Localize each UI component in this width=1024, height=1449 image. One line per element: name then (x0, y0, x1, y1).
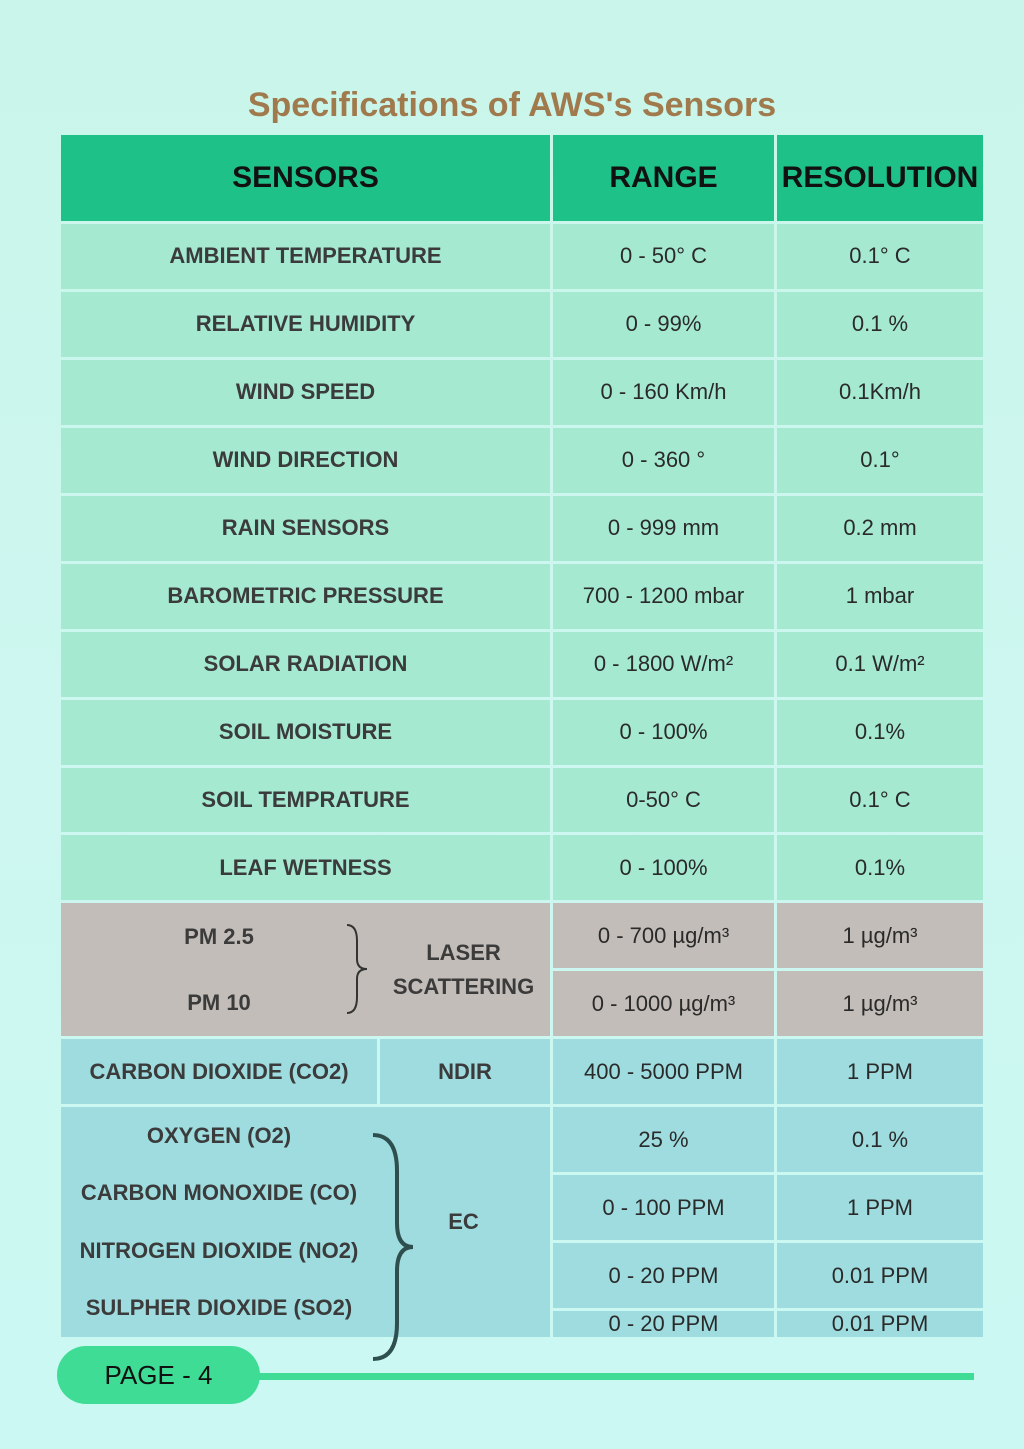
sensor-resolution: 0.1 W/m² (777, 632, 983, 697)
sensor-resolution: 0.1° C (777, 224, 983, 289)
sensor-resolution: 0.01 PPM (777, 1311, 983, 1337)
sensor-resolution: 1 PPM (777, 1039, 983, 1104)
page-number-badge (57, 1346, 260, 1404)
page-title: Specifications of AWS's Sensors (247, 86, 777, 124)
sensor-resolution: 1 mbar (777, 564, 983, 629)
pm-method-line1: LASER (426, 939, 501, 965)
sensor-name: SOIL MOISTURE (61, 700, 550, 765)
sensor-resolution: 0.2 mm (777, 496, 983, 561)
sensor-range: 0 - 100% (553, 700, 774, 765)
sensor-name: LEAF WETNESS (61, 835, 550, 900)
footer-divider (250, 1373, 974, 1380)
sensor-range: 0-50° C (553, 768, 774, 833)
sensor-name: RAIN SENSORS (61, 496, 550, 561)
ec-method: EC (448, 1209, 479, 1235)
page-number-label: PAGE - 4 (104, 1359, 213, 1390)
sensor-name: PM 2.5 (184, 923, 254, 949)
sensor-resolution: 0.1% (777, 835, 983, 900)
sensor-name: WIND DIRECTION (61, 428, 550, 493)
sensor-name: RELATIVE HUMIDITY (61, 292, 550, 357)
sensor-name: NITROGEN DIOXIDE (NO2) (79, 1237, 359, 1263)
sensor-range: 0 - 1000 µg/m³ (553, 971, 774, 1036)
sensor-name: BAROMETRIC PRESSURE (61, 564, 550, 629)
sensor-resolution: 1 µg/m³ (777, 903, 983, 968)
sensor-name: OXYGEN (O2) (146, 1122, 292, 1148)
sensor-range: 0 - 360 ° (553, 428, 774, 493)
header-range: RANGE (553, 135, 774, 221)
brace-icon (343, 921, 373, 1017)
sensor-name: CARBON MONOXIDE (CO) (80, 1180, 358, 1206)
sensor-resolution: 0.01 PPM (777, 1243, 983, 1308)
sensor-resolution: 1 µg/m³ (777, 971, 983, 1036)
sensor-range: 0 - 999 mm (553, 496, 774, 561)
pm-group-cell (61, 903, 550, 1036)
sensor-range: 0 - 50° C (553, 224, 774, 289)
sensor-name: SOIL TEMPRATURE (61, 768, 550, 833)
sensor-range: 0 - 100 PPM (553, 1175, 774, 1240)
sensor-resolution: 1 PPM (777, 1175, 983, 1240)
sensor-range: 25 % (553, 1107, 774, 1172)
sensor-name: WIND SPEED (61, 360, 550, 425)
sensor-spec-table (61, 135, 979, 1337)
sensor-range: 0 - 1800 W/m² (553, 632, 774, 697)
sensor-range: 400 - 5000 PPM (553, 1039, 774, 1104)
pm-method-line2: SCATTERING (392, 973, 535, 999)
header-sensors: SENSORS (61, 135, 550, 221)
sensor-resolution: 0.1 % (777, 1107, 983, 1172)
sensor-range: 700 - 1200 mbar (553, 564, 774, 629)
sensor-name: PM 10 (187, 990, 251, 1016)
sensor-resolution: 0.1% (777, 700, 983, 765)
sensor-range: 0 - 20 PPM (553, 1311, 774, 1337)
sensor-resolution: 0.1° (777, 428, 983, 493)
sensor-range: 0 - 99% (553, 292, 774, 357)
sensor-range: 0 - 100% (553, 835, 774, 900)
sensor-resolution: 0.1° C (777, 768, 983, 833)
sensor-name: SULPHER DIOXIDE (SO2) (85, 1295, 353, 1321)
sensor-range: 0 - 160 Km/h (553, 360, 774, 425)
sensor-range: 0 - 20 PPM (553, 1243, 774, 1308)
sensor-name: CARBON DIOXIDE (CO2) (61, 1039, 377, 1104)
sensor-method: NDIR (380, 1039, 550, 1104)
ec-group-cell (61, 1107, 550, 1337)
sensor-name: AMBIENT TEMPERATURE (61, 224, 550, 289)
header-resolution: RESOLUTION (777, 135, 983, 221)
sensor-range: 0 - 700 µg/m³ (553, 903, 774, 968)
sensor-resolution: 0.1 % (777, 292, 983, 357)
sensor-name: SOLAR RADIATION (61, 632, 550, 697)
sensor-resolution: 0.1Km/h (777, 360, 983, 425)
